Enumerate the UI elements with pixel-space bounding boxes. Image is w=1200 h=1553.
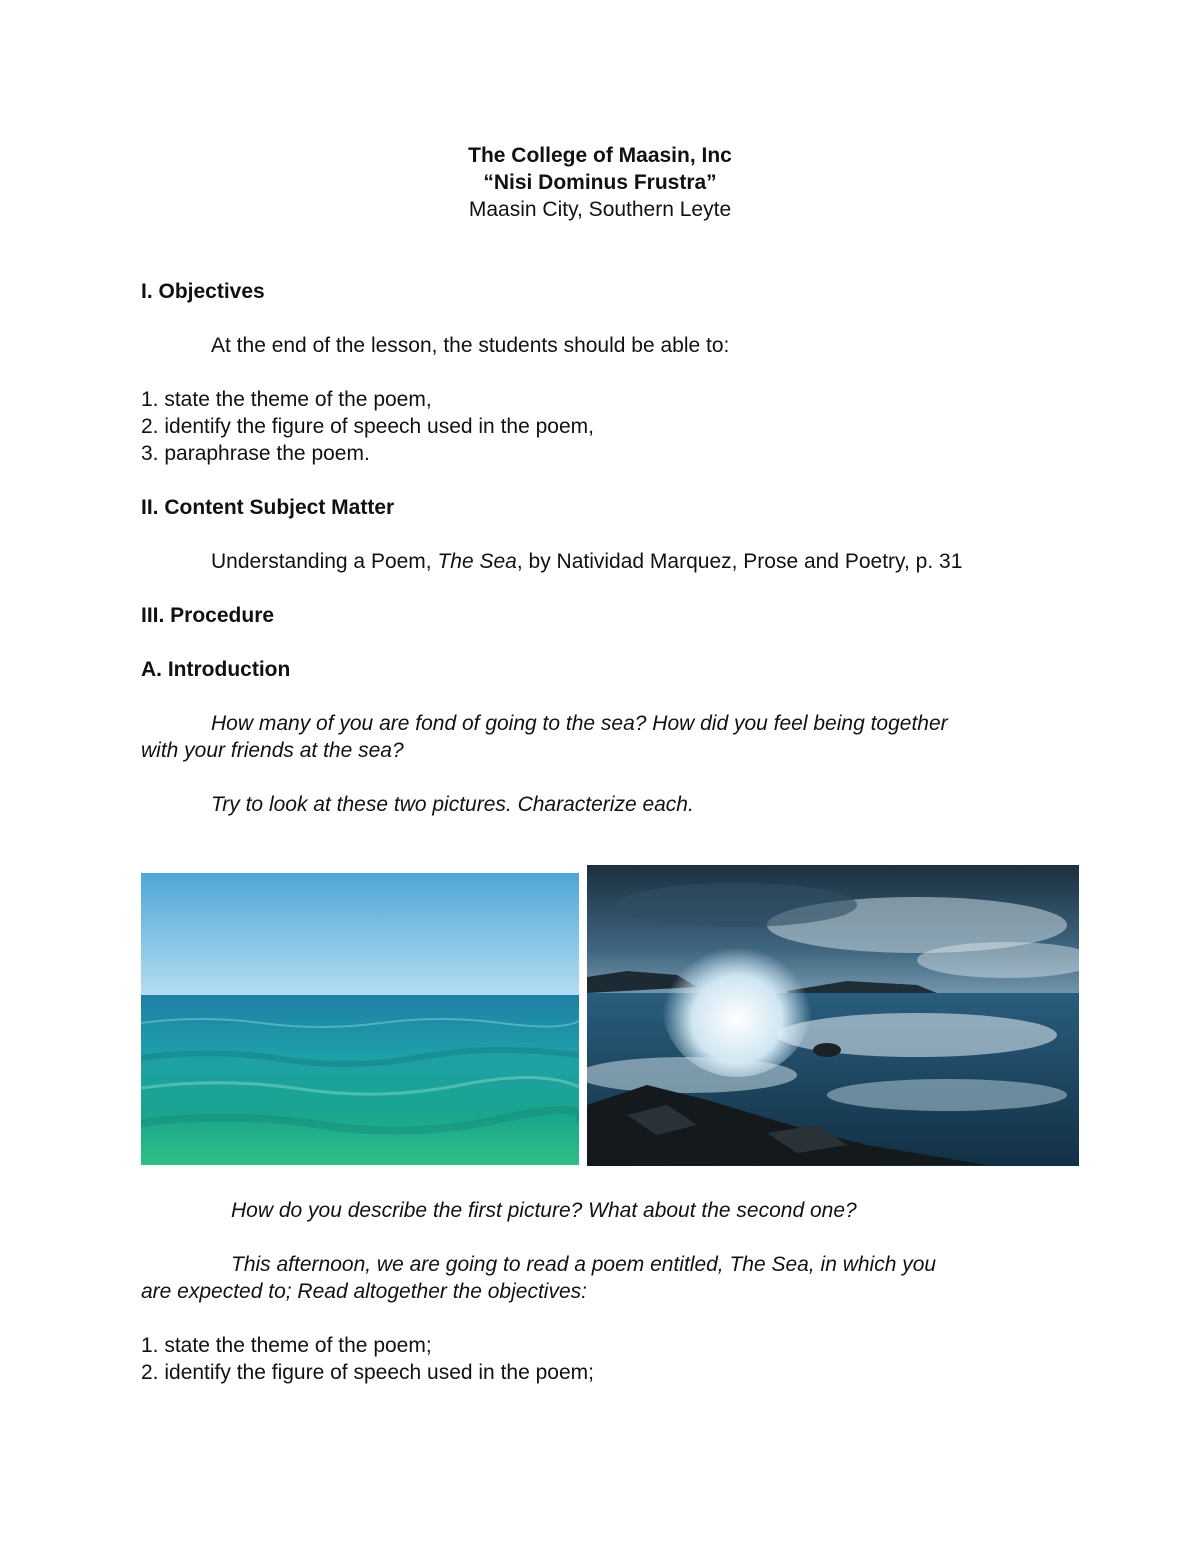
objective-item: 3. paraphrase the poem. bbox=[141, 442, 370, 465]
poem-title: The Sea bbox=[437, 550, 517, 573]
content-heading: II. Content Subject Matter bbox=[141, 496, 395, 519]
calm-sea-illustration bbox=[141, 873, 579, 1165]
afternoon-line1: This afternoon, we are going to read a poem entitled, The Sea, in which you bbox=[231, 1253, 937, 1276]
afternoon-line2: are expected to; Read altogether the objectives: bbox=[141, 1280, 587, 1303]
intro-prompt: Try to look at these two pictures. Characterize each. bbox=[211, 793, 694, 816]
objective-item: 1. state the theme of the poem, bbox=[141, 388, 432, 411]
intro-question-line1: How many of you are fond of going to the sea? How did you feel being together bbox=[211, 712, 948, 735]
school-motto: “Nisi Dominus Frustra” bbox=[483, 171, 717, 194]
objective-item: 2. identify the figure of speech used in the poem, bbox=[141, 415, 594, 438]
describe-question: How do you describe the first picture? What about the second one? bbox=[231, 1199, 857, 1222]
calm-sea-image bbox=[141, 873, 579, 1165]
objectives-heading: I. Objectives bbox=[141, 280, 265, 303]
stormy-sea-illustration bbox=[587, 865, 1079, 1166]
intro-question-line2: with your friends at the sea? bbox=[141, 739, 404, 762]
school-location: Maasin City, Southern Leyte bbox=[468, 198, 732, 221]
introduction-heading: A. Introduction bbox=[141, 658, 291, 681]
content-prefix: Understanding a Poem, bbox=[211, 550, 438, 573]
objectives-intro: At the end of the lesson, the students should be able to: bbox=[211, 334, 730, 357]
school-name: The College of Maasin, Inc bbox=[468, 144, 732, 167]
procedure-heading: III. Procedure bbox=[141, 604, 275, 627]
objective-review-item: 2. identify the figure of speech used in the poem; bbox=[141, 1361, 594, 1384]
stormy-sea-image bbox=[587, 865, 1079, 1166]
objective-review-item: 1. state the theme of the poem; bbox=[141, 1334, 432, 1357]
content-suffix: , by Natividad Marquez, Prose and Poetry, p. 31 bbox=[516, 550, 963, 573]
content-line bbox=[211, 548, 962, 576]
